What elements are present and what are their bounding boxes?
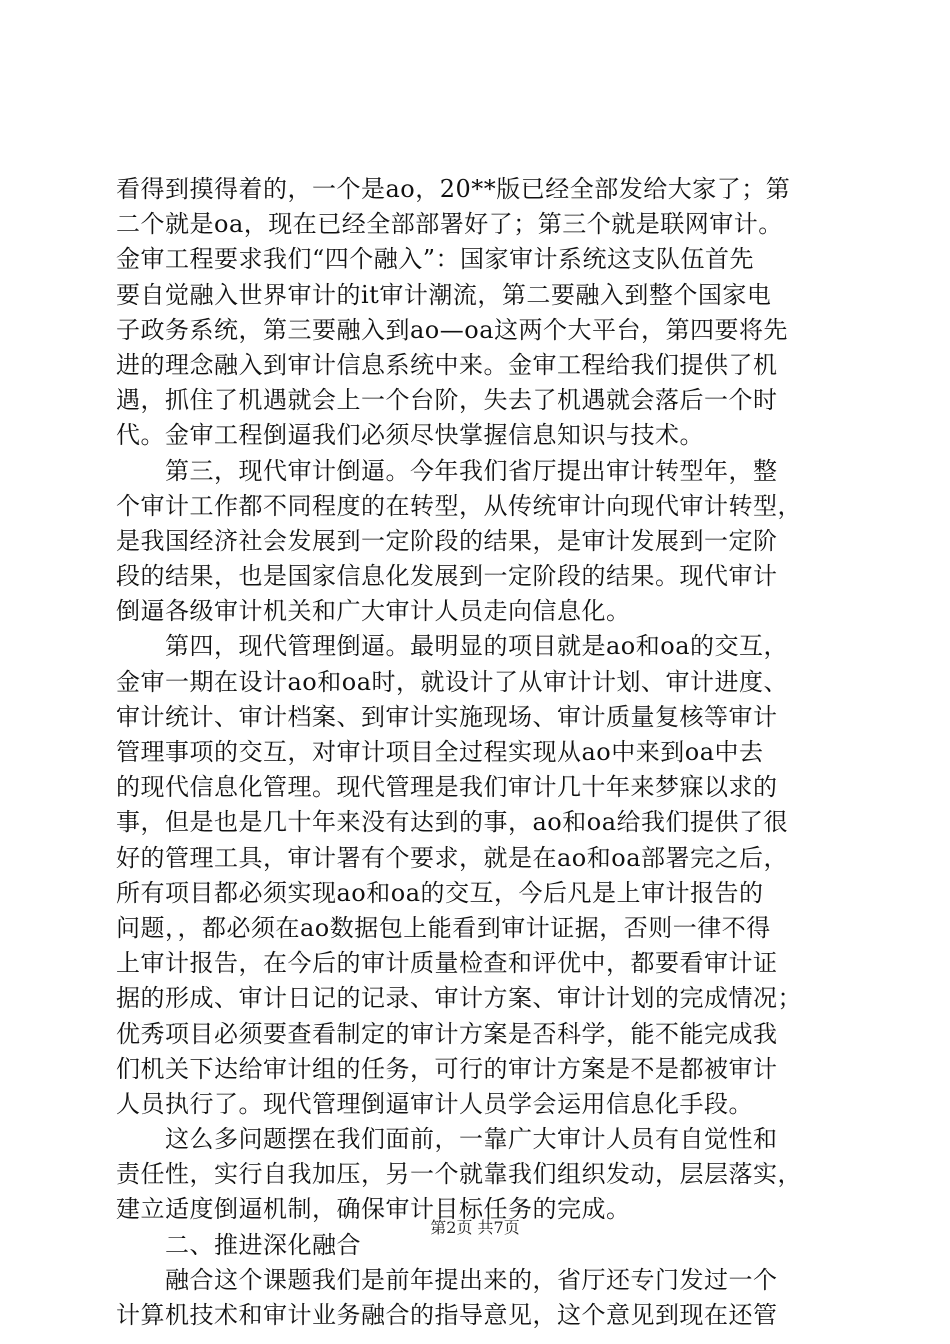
text-line: 要自觉融入世界审计的it审计潮流，第二要融入到整个国家电 <box>116 280 772 309</box>
text-line: 金审一期在设计ao和oa时，就设计了从审计计划、审计进度、 <box>116 667 789 696</box>
text-line: 代。金审工程倒逼我们必须尽快掌握信息知识与技术。 <box>116 421 704 450</box>
text-line: 看得到摸得着的，一个是ao，20**版已经全部发给大家了；第 <box>116 175 791 203</box>
text-line: 上审计报告，在今后的审计质量检查和评优中，都要看审计证 <box>116 949 778 978</box>
text-line: 问题，，都必须在ao数据包上能看到审计证据，否则一律不得 <box>116 913 771 942</box>
text-line: 审计统计、审计档案、到审计实施现场、审计质量复核等审计 <box>116 702 778 731</box>
text-line: 管理事项的交互，对审计项目全过程实现从ao中来到oa中去 <box>116 738 764 766</box>
text-line: 段的结果，也是国家信息化发展到一定阶段的结果。现代审计 <box>116 562 778 591</box>
text-line: 优秀项目必须要查看制定的审计方案是否科学，能不能完成我 <box>116 1019 778 1048</box>
text-line: 的现代信息化管理。现代管理是我们审计几十年来梦寐以求的 <box>116 773 778 802</box>
text-line: 融合这个课题我们是前年提出来的，省厅还专门发过一个 <box>116 1265 778 1294</box>
document-body <box>116 172 846 1333</box>
text-line: 计算机技术和审计业务融合的指导意见，这个意见到现在还管 <box>116 1301 778 1329</box>
text-line: 子政务系统，第三要融入到ao—oa这两个大平台，第四要将先 <box>116 315 789 344</box>
text-line: 据的形成、审计日记的记录、审计方案、审计计划的完成情况； <box>116 984 802 1013</box>
text-line: 责任性，实行自我加压，另一个就靠我们组织发动，层层落实， <box>116 1160 802 1189</box>
text-line: 二个就是oa，现在已经全部部署好了；第三个就是联网审计。 <box>116 210 783 239</box>
text-line: 金审工程要求我们“四个融入”：国家审计系统这支队伍首先 <box>116 245 755 274</box>
text-line: 倒逼各级审计机关和广大审计人员走向信息化。 <box>116 597 631 626</box>
text-line: 建立适度倒逼机制，确保审计目标任务的完成。 <box>116 1195 631 1224</box>
text-line: 是我国经济社会发展到一定阶段的结果，是审计发展到一定阶 <box>116 526 778 555</box>
text-line: 遇，抓住了机遇就会上一个台阶，失去了机遇就会落后一个时 <box>116 386 778 415</box>
text-line: 第四，现代管理倒逼。最明显的项目就是ao和oa的交互， <box>116 632 789 661</box>
text-line: 个审计工作都不同程度的在转型，从传统审计向现代审计转型， <box>116 491 802 520</box>
section-heading: 二、推进深化融合 <box>116 1230 361 1259</box>
text-line: 事，但是也是几十年来没有达到的事，ao和oa给我们提供了很 <box>116 808 789 837</box>
text-line: 人员执行了。现代管理倒逼审计人员学会运用信息化手段。 <box>116 1089 753 1118</box>
text-line: 们机关下达给审计组的任务，可行的审计方案是不是都被审计 <box>116 1054 778 1083</box>
text-line: 好的管理工具，审计署有个要求，就是在ao和oa部署完之后， <box>116 843 789 872</box>
text-line: 第三，现代审计倒逼。今年我们省厅提出审计转型年，整 <box>116 456 778 485</box>
text-line: 所有项目都必须实现ao和oa的交互，今后凡是上审计报告的 <box>116 878 764 907</box>
text-line: 进的理念融入到审计信息系统中来。金审工程给我们提供了机 <box>116 350 778 379</box>
page-number-footer: 第2页 共7页 <box>430 1218 520 1237</box>
text-line: 这么多问题摆在我们面前，一靠广大审计人员有自觉性和 <box>116 1125 778 1154</box>
